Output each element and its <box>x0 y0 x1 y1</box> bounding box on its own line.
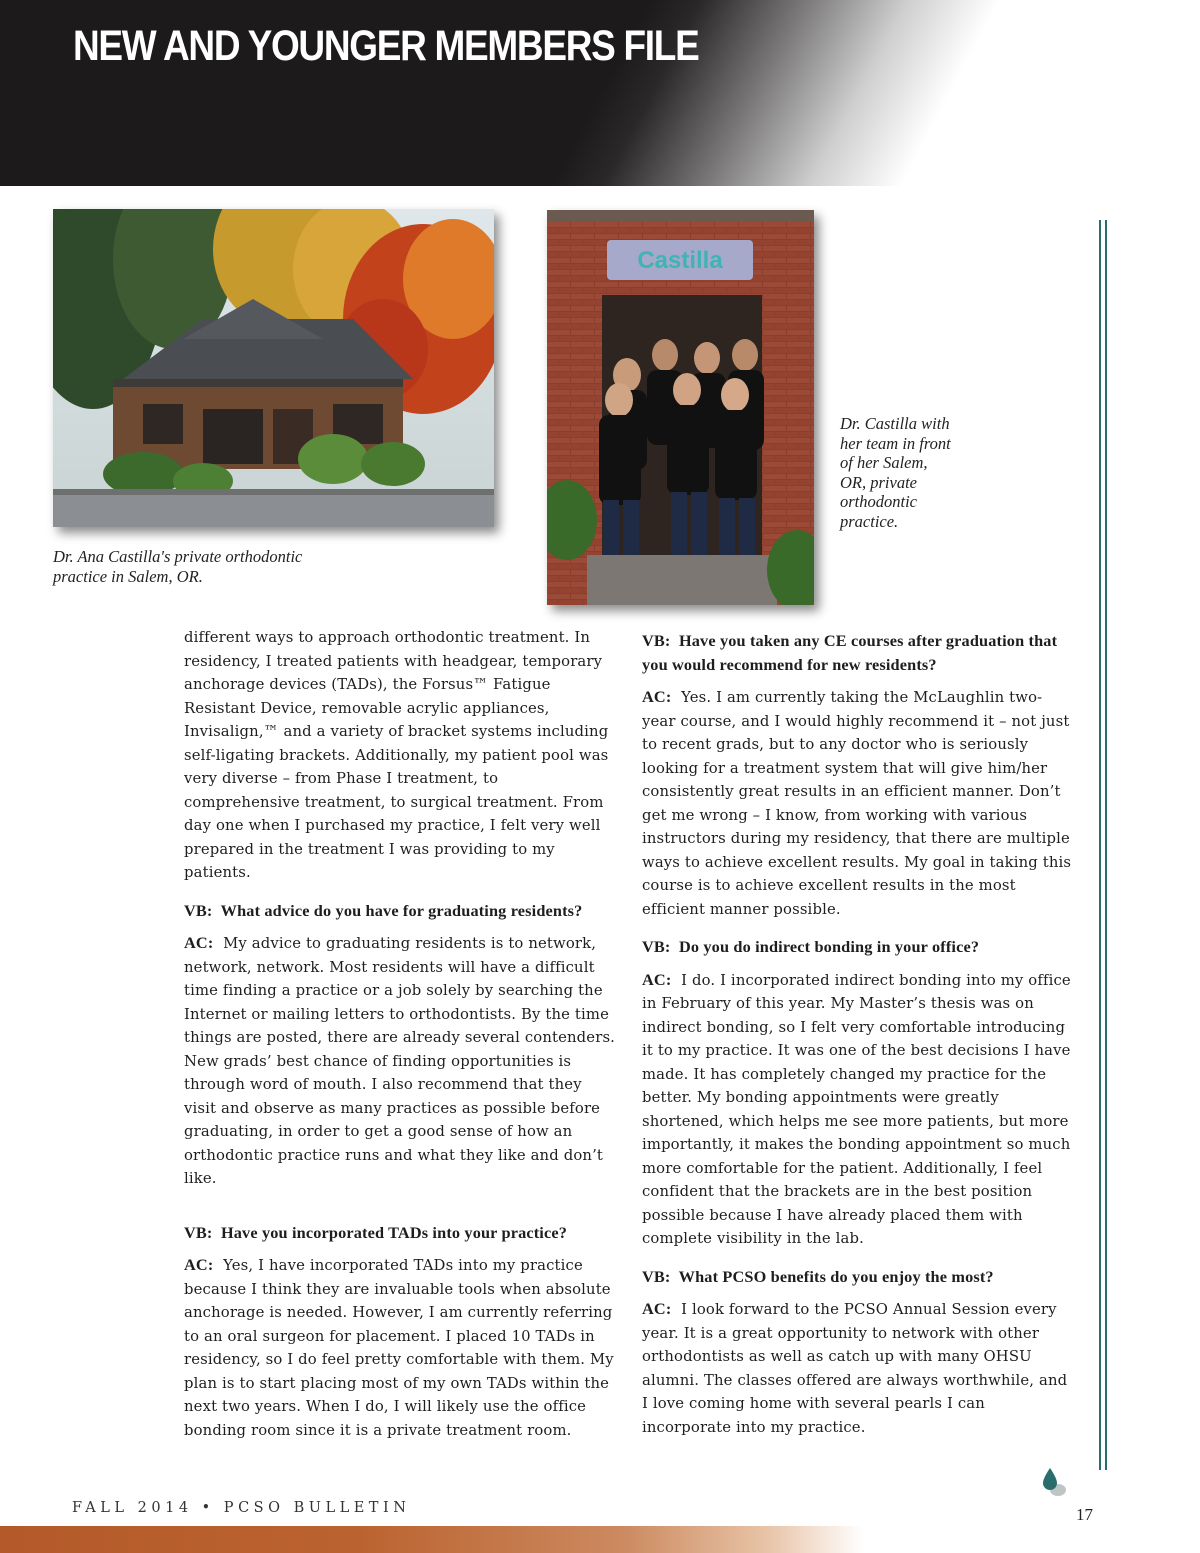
interview-question: VB: Have you incorporated TADs into your practice? <box>184 1222 568 1242</box>
office-building-photo <box>53 209 494 527</box>
article-left-column <box>184 626 616 1456</box>
water-drop-icon <box>1041 1466 1069 1498</box>
margin-rule <box>1099 220 1107 1470</box>
clinic-sign-text: Castilla <box>637 247 723 274</box>
interview-answer: AC: I look forward to the PCSO Annual Session every year. It is a great opportunity to network with other orthodontists as well as catch up with many OHSU alumni. The classes offered are always worthwhile, and I love coming home with several pearls I can incorporate into my practice. <box>642 1299 1068 1436</box>
interview-question: VB: What PCSO benefits do you enjoy the most? <box>642 1266 994 1286</box>
interview-question: VB: What advice do you have for graduating residents? <box>184 900 583 920</box>
building-photo-caption: Dr. Ana Castilla's private orthodontic practice in Salem, OR. <box>53 547 303 586</box>
section-title: NEW AND YOUNGER MEMBERS FILE <box>73 22 699 70</box>
interview-answer: AC: Yes. I am currently taking the McLaughlin two-year course, and I would highly recommend it – not just to recent grads, but to any doctor who is seriously looking for a treatment system that will give him/her consistently great results in an efficient manner. Don’t get me wrong – I know, from working with various instructors during my residency, that there are multiple ways to achieve excellent results. My goal in taking this course is to achieve excellent results in the most efficient manner possible. <box>642 687 1072 918</box>
team-group-photo <box>547 210 814 605</box>
interview-answer: AC: Yes, I have incorporated TADs into my practice because I think they are invaluable tools when absolute anchorage is needed. However, I am currently referring to an oral surgeon for placement. I placed 10 TADs in residency, so I do feel pretty comfortable with them. My plan is to start placing most of my own TADs within the next two years. When I do, I will likely use the office bonding room since it is a private treatment room. <box>184 1255 614 1439</box>
page-number: 17 <box>1076 1505 1093 1524</box>
footer-band <box>0 1526 1200 1553</box>
header-band <box>0 0 1200 186</box>
publication-footer: FALL 2014 • PCSO BULLETIN <box>72 1500 411 1516</box>
interview-answer: AC: My advice to graduating residents is to network, network, network. Most residents will have a difficult time finding a practice or a job solely by searching the Internet or mailing letters to orthodontists. By the time things are posted, there are already several contenders. New grads’ best chance of finding opportunities is through word of mouth. I also recommend that they visit and observe as many practices as possible before graduating, in order to get a good sense of how an orthodontic practice runs and what they like and don’t like. <box>184 933 616 1187</box>
article-paragraph: different ways to approach orthodontic treatment. In residency, I treated patients with headgear, temporary anchorage devices (TADs), the Forsus™ Fatigue Resistant Device, removable acrylic appliances, Invisalign,™ and a variety of bracket systems including self-ligating brackets. Additionally, my patient pool was very diverse – from Phase I treatment, to comprehensive treatment, to surgical treatment. From day one when I purchased my practice, I felt very well prepared in the treatment I was providing to my patients. <box>184 629 609 881</box>
interview-answer: AC: I do. I incorporated indirect bonding into my office in February of this year. My Master’s thesis was on indirect bonding, so I felt very comfortable introducing it to my practice. It was one of the best decisions I have made. It has completely changed my practice for the better. My bonding appointments were greatly shortened, which helps me see more patients, but more importantly, it makes the bonding appointment so much more comfortable for the patient. Additionally, I feel confident that the brackets are in the best position possible because I have already placed them with complete visibility in the lab. <box>642 969 1071 1247</box>
interview-question: VB: Do you do indirect bonding in your office? <box>642 937 980 956</box>
interview-question: VB: Have you taken any CE courses after graduation that you would recommend for new residents? <box>642 631 1058 674</box>
team-photo-caption: Dr. Castilla with her team in front of her Salem, OR, private orthodontic practice. <box>840 414 951 531</box>
article-right-column <box>642 629 1074 1453</box>
